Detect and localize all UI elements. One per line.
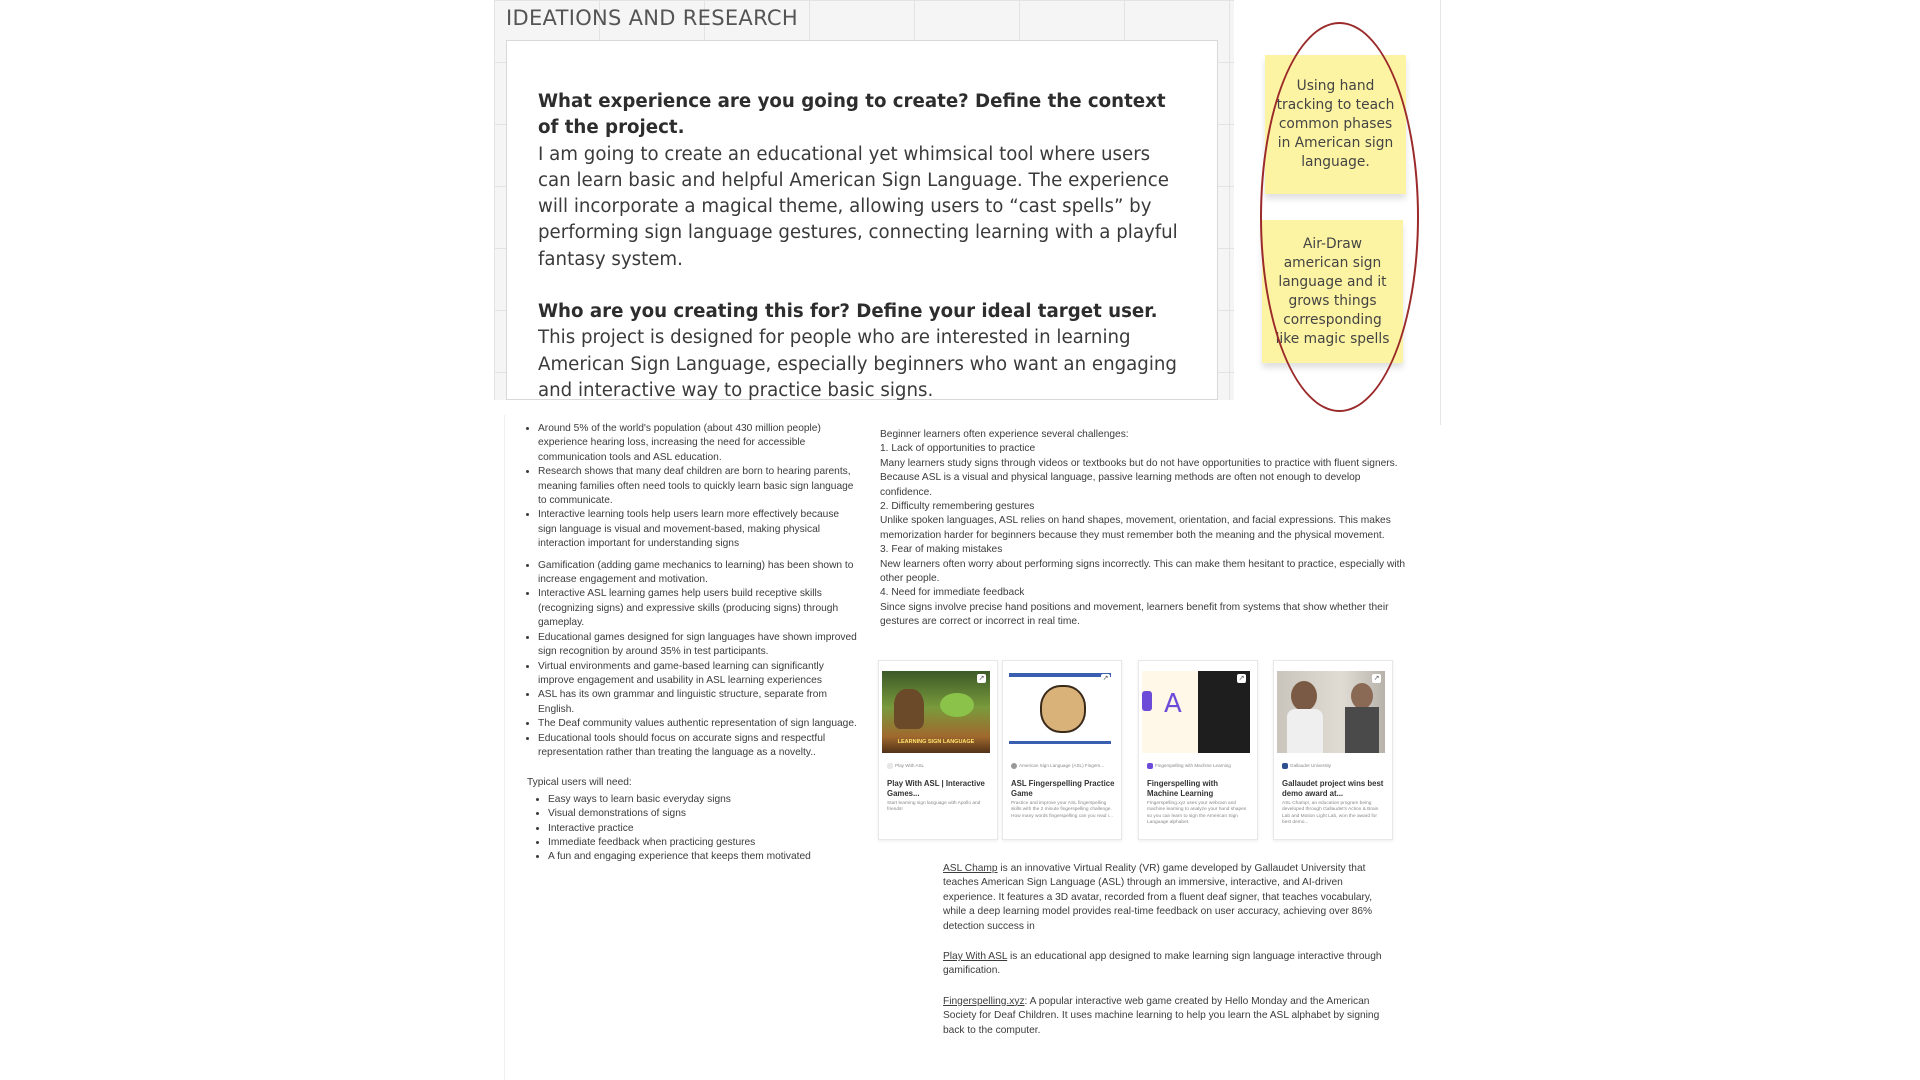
external-link-icon[interactable]: ↗	[1102, 675, 1109, 682]
link-description: Fingerspelling.xyz uses your webcam and machine learning to analyze your hand shapes so you can learn to sign the American Sign Language alphabet.	[1147, 801, 1247, 826]
source-name: Fingerspelling with Machine Learning	[1155, 763, 1231, 769]
list-item: • Interactive learning tools help users learn more effectively because sign language is visual and movement-based, making physical interaction important for understanding signs	[538, 508, 857, 551]
link-description: ASL Champ!, an education program being developed through Gallaudet's Action & Brain Lab and Motion Light Lab, won the award for best demo...	[1282, 801, 1379, 826]
challenge-text: Since signs involve precise hand positions and movement, learners benefit from systems that show whether their gestures are correct or incorrect in real time.	[880, 601, 1389, 628]
research-list-1	[527, 422, 857, 552]
red-circle-annotation	[1260, 22, 1419, 412]
link-title: Fingerspelling with Machine Learning	[1147, 779, 1219, 798]
external-link-icon[interactable]: ↗	[978, 675, 985, 682]
info-paragraph	[943, 995, 1383, 1038]
list-item: • A fun and engaging experience that keeps them motivated	[548, 850, 857, 864]
challenge-heading: 3. Fear of making mistakes	[880, 544, 1003, 556]
thumbnail-image	[1142, 671, 1250, 753]
challenge-heading: 4. Need for immediate feedback	[880, 587, 1025, 599]
list-item: • Gamification (adding game mechanics to learning) has been shown to increase engagement and motivation.	[538, 559, 857, 588]
person-photo	[1345, 707, 1379, 753]
link-card-fingerspelling-ml[interactable]	[1138, 660, 1258, 840]
sticky-text: Using hand tracking to teach common phases in American sign language.	[1276, 78, 1395, 170]
question-target-user: Who are you creating this for? Define your ideal target user.	[538, 301, 1158, 323]
list-item: • Interactive ASL learning games help users build receptive skills (recognizing signs) and expressive skills (producing signs) through gameplay.	[538, 587, 857, 630]
link-description: Start learning sign language with Apollo and friends!	[887, 801, 981, 813]
link-asl-champ[interactable]: ASL Champ	[943, 863, 998, 874]
link-title: ASL Fingerspelling Practice Game	[1011, 779, 1115, 798]
source-name: Gallaudet University	[1290, 763, 1332, 769]
person-photo	[1351, 683, 1373, 709]
external-link-icon[interactable]: ↗	[1238, 675, 1245, 682]
challenge-heading: 1. Lack of opportunities to practice	[880, 443, 1036, 455]
list-item: • Educational tools should focus on accurate signs and respectful representation rather than treating the language as a novelty..	[538, 732, 857, 761]
link-play-with-asl[interactable]: Play With ASL	[943, 951, 1008, 963]
favicon-icon	[1282, 763, 1288, 769]
question-experience: What experience are you going to create? Define the context of the project.	[538, 91, 1166, 139]
challenge-text: Unlike spoken languages, ASL relies on hand shapes, movement, orientation, and facial expressions. This makes memorization harder for beginners because they must remember both the meaning and the physical movement.	[880, 515, 1391, 541]
person-photo	[1287, 709, 1323, 753]
research-notes	[527, 422, 857, 865]
list-item: • Around 5% of the world's population (about 430 million people) experience hearing loss, increasing the need for accessible communication tools and ASL education.	[538, 422, 857, 465]
sticky-text: Air-Draw american sign language and it grows things corresponding like magic spells	[1275, 235, 1390, 347]
thumbnail-image	[1006, 671, 1114, 753]
answer-experience: I am going to create an educational yet whimsical tool where users can learn basic and helpful American Sign Language. The experience will incorporate a magical theme, allowing users to “cast spells” by performing sign language gestures, connecting learning with a playful fantasy system.	[538, 143, 1178, 270]
source-name: American Sign Language (ASL) Fingers...	[1019, 763, 1105, 769]
thumbnail-caption: LEARNING SIGN LANGUAGE	[897, 739, 975, 745]
users-needs	[527, 793, 857, 865]
link-fingerspelling-xyz[interactable]: Fingerspelling.xyz	[943, 995, 1025, 1007]
list-item: • Visual demonstrations of signs	[548, 807, 857, 821]
person-photo	[1291, 681, 1317, 711]
info-text: : A popular interactive web game created by Hello Monday and the American Society for Deaf Children. It uses machine learning to help you learn the ASL alphabet by signing back to the computer.	[943, 995, 1380, 1036]
link-card-gallaudet[interactable]	[1273, 660, 1393, 840]
character-icon	[940, 693, 974, 717]
footer-bar	[1009, 741, 1111, 744]
info-paragraph	[943, 862, 1383, 934]
list-item: • Interactive practice	[548, 822, 857, 836]
list-item: • Research shows that many deaf children are born to hearing parents, meaning families often need tools to quickly learn basic sign language to communicate.	[538, 465, 857, 508]
list-item: • The Deaf community values authentic representation of sign language.	[538, 717, 857, 731]
users-title: Typical users will need:	[527, 777, 632, 789]
favicon-icon	[1147, 763, 1153, 769]
asl-tools-info	[943, 862, 1383, 1054]
letter-a: A	[1164, 689, 1182, 719]
info-paragraph	[943, 950, 1383, 979]
research-list-2	[527, 559, 857, 761]
character-icon	[894, 689, 924, 729]
list-item: • Easy ways to learn basic everyday signs	[548, 793, 857, 807]
header-bar	[1009, 673, 1111, 677]
challenge-heading: 2. Difficulty remembering gestures	[880, 501, 1035, 513]
project-definition-card	[506, 40, 1218, 400]
favicon-icon	[887, 763, 893, 769]
info-text: is an educational app designed to make learning sign language interactive through gamification.	[943, 951, 1382, 977]
list-item: • Immediate feedback when practicing gestures	[548, 836, 857, 850]
challenge-text: New learners often worry about performing signs incorrectly. This can make them hesitant to practice, especially with other people.	[880, 558, 1406, 585]
list-item: • Virtual environments and game-based learning can significantly improve engagement and usability in ASL learning experiences	[538, 660, 857, 689]
link-card-fingerspelling-game[interactable]	[1002, 660, 1122, 840]
info-text: is an innovative Virtual Reality (VR) game developed by Gallaudet University that teaches American Sign Language (ASL) through an immersive, interactive, and AI-driven experience. It features a 3D avatar, recorded from a fluent deaf signer, that teaches vocabulary, while a deep learning model provides real-time feedback on user accuracy, achieving over 86% detection success in	[943, 863, 1373, 932]
thumbnail-image	[882, 671, 990, 753]
board-title: IDEATIONS AND RESEARCH	[506, 6, 798, 30]
list-item: • ASL has its own grammar and linguistic structure, separate from English.	[538, 688, 857, 717]
link-title: Play With ASL | Interactive Games...	[887, 779, 985, 798]
thumbnail-image	[1277, 671, 1385, 753]
link-title: Gallaudet project wins best demo award at...	[1282, 779, 1384, 798]
favicon-icon	[1011, 763, 1017, 769]
challenge-text: Many learners study signs through videos or textbooks but do not have opportunities to practice with fluent signers. Because ASL is a visual and physical language, passive learning methods are often not enough to develop confidence.	[880, 457, 1398, 498]
challenges-intro: Beginner learners often experience several challenges:	[880, 429, 1129, 440]
external-link-icon[interactable]: ↗	[1373, 675, 1380, 682]
divider	[504, 415, 505, 1080]
fist-hand-icon	[1040, 685, 1086, 733]
hand-icon	[1142, 691, 1152, 711]
link-description: Practice and improve your ASL fingerspelling skills with the 2 minute fingerspelling challenge. How many words fingerspelling can you read i...	[1011, 801, 1113, 819]
link-card-play-with-asl[interactable]	[878, 660, 998, 840]
webcam-preview	[1198, 671, 1250, 753]
list-item: • Educational games designed for sign languages have shown improved sign recognition by around 35% in test participants.	[538, 631, 857, 660]
source-name: Play With ASL	[895, 763, 925, 769]
answer-target-user: This project is designed for people who are interested in learning American Sign Language, especially beginners who want an engaging and interactive way to practice basic signs.	[538, 327, 1177, 401]
challenges-section	[880, 428, 1410, 630]
